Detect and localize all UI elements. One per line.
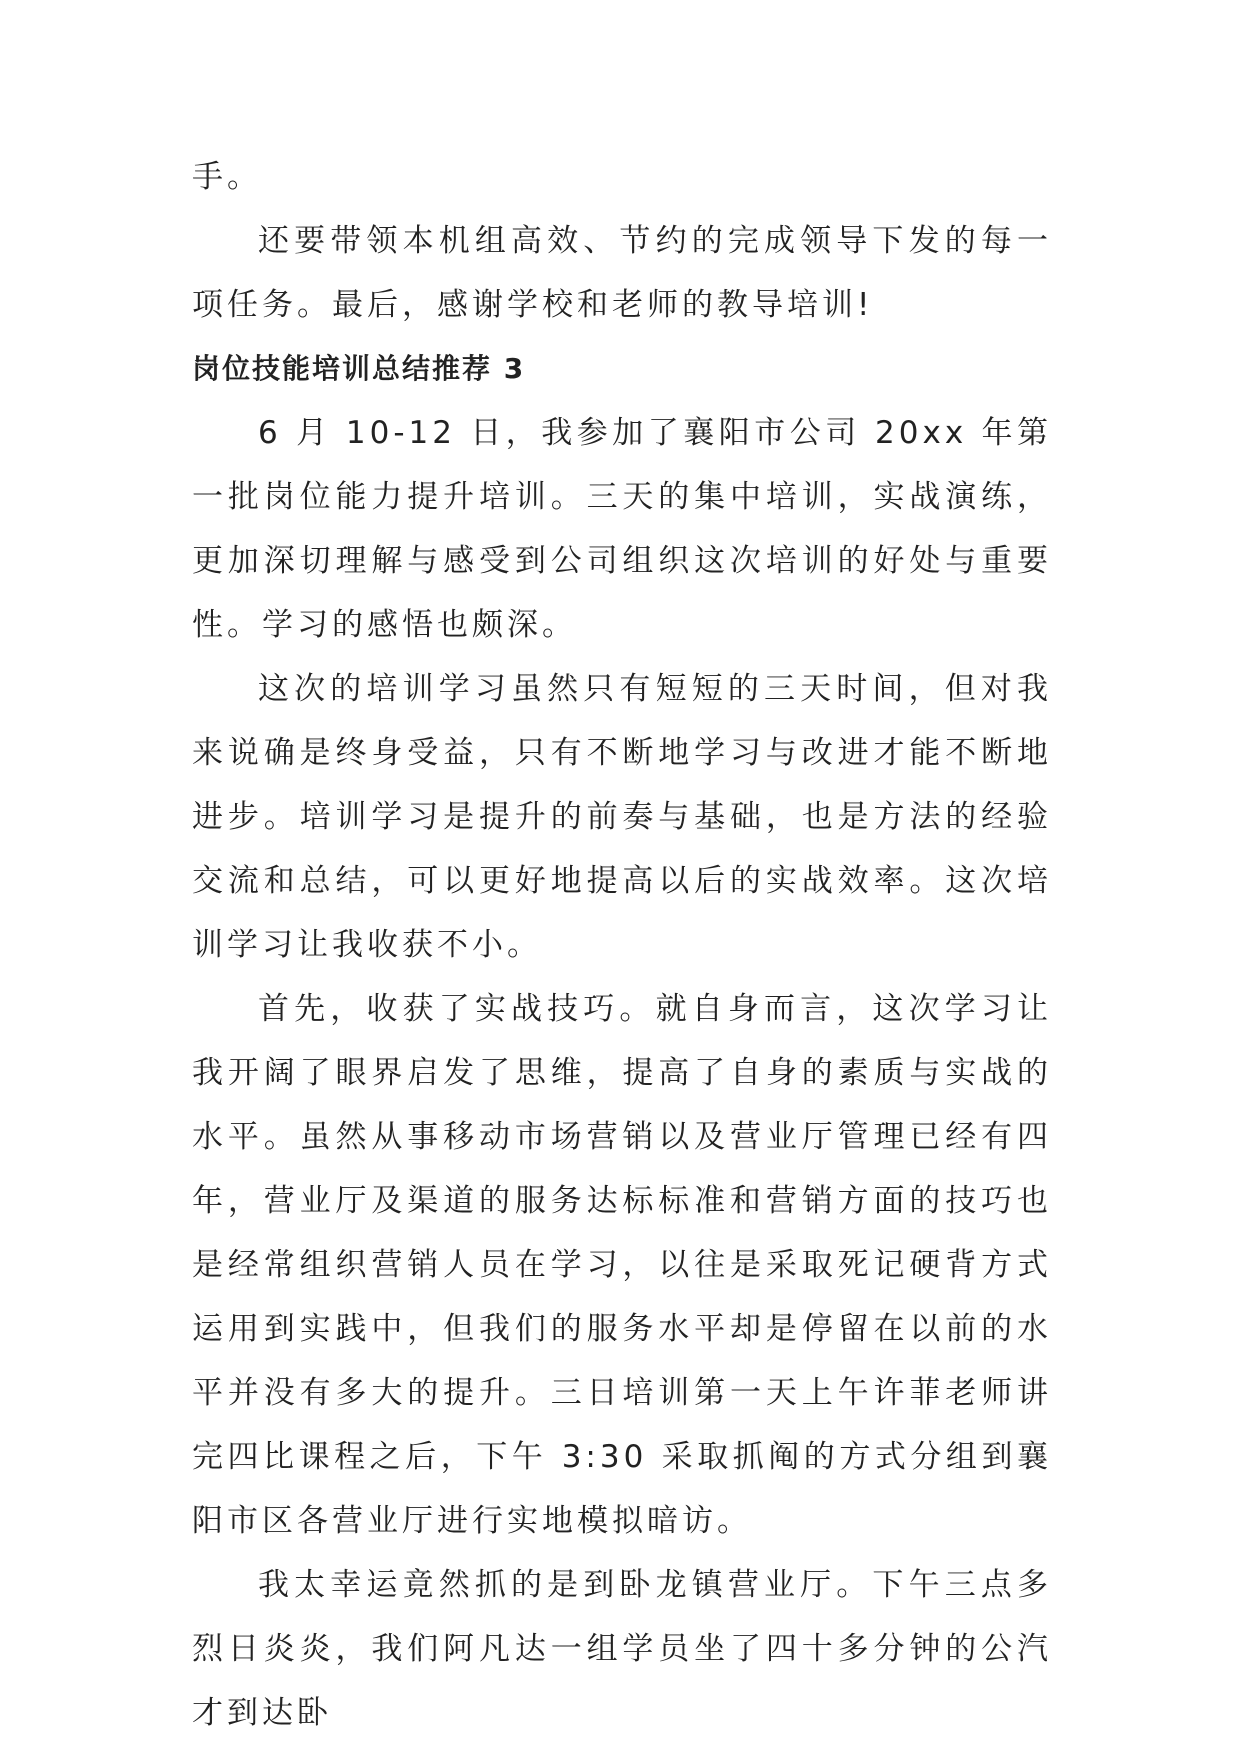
document-body [192, 145, 1052, 1745]
paragraph-closing-thanks: 还要带领本机组高效、节约的完成领导下发的每一项任务。最后，感谢学校和老师的教导培训! [192, 223, 1052, 323]
paragraph-training-intro: 6 月 10-12 日，我参加了襄阳市公司 20xx 年第一批岗位能力提升培训。三天的集中培训，实战演练，更加深切理解与感受到公司组织这次培训的好处与重要性。学习的感悟也颇深。 [192, 415, 1052, 643]
section-heading: 岗位技能培训总结推荐 3 [192, 352, 526, 385]
paragraph-continuation: 手。 [192, 159, 262, 195]
paragraph-training-benefit: 这次的培训学习虽然只有短短的三天时间，但对我来说确是终身受益，只有不断地学习与改进才能不断地进步。培训学习是提升的前奏与基础，也是方法的经验交流和总结，可以更好地提高以后的实战效率。这次培训学习让我收获不小。 [192, 671, 1052, 963]
paragraph-skills-gained: 首先，收获了实战技巧。就自身而言，这次学习让我开阔了眼界启发了思维，提高了自身的素质与实战的水平。虽然从事移动市场营销以及营业厅管理已经有四年，营业厅及渠道的服务达标标准和营销方面的技巧也是经常组织营销人员在学习，以往是采取死记硬背方式运用到实践中，但我们的服务水平却是停留在以前的水平并没有多大的提升。三日培训第一天上午许菲老师讲完四比课程之后，下午 3:30 采取抓阄的方式分组到襄阳市区各营业厅进行实地模拟暗访。 [192, 991, 1052, 1539]
paragraph-wolong-visit: 我太幸运竟然抓的是到卧龙镇营业厅。下午三点多烈日炎炎，我们阿凡达一组学员坐了四十多分钟的公汽才到达卧 [192, 1567, 1052, 1731]
